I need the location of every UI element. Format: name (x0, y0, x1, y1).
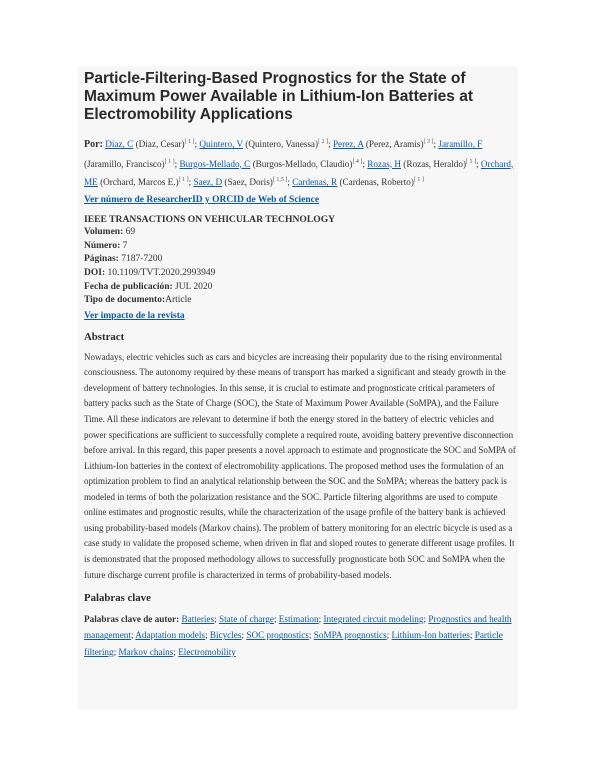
pages-row (84, 253, 516, 267)
pubdate-value: JUL 2020 (175, 281, 213, 292)
doi-value: 10.1109/TVT.2020.2993949 (107, 268, 216, 279)
author-link[interactable]: Jaramillo, F (438, 139, 483, 150)
volume-label: Volumen: (84, 227, 124, 238)
author-affiliation-ref[interactable]: [ 1 ] (413, 177, 424, 184)
author-affiliation-ref[interactable]: [ 1 ] (178, 177, 189, 184)
abstract-heading: Abstract (84, 330, 125, 343)
pubdate-row (84, 281, 516, 295)
doi-row (84, 267, 516, 281)
volume-row (84, 226, 516, 240)
author-link[interactable]: Diaz, C (105, 139, 134, 150)
doctype-value: Article (165, 295, 192, 306)
author-keywords-label: Palabras clave de autor: (84, 614, 180, 625)
keyword-link[interactable]: SOC prognostics (246, 630, 309, 641)
wos-researcher-link[interactable]: Ver número de ResearcherID y ORCID de Web of Science (84, 194, 320, 205)
author-affiliation-ref[interactable]: [ 1 ] (184, 139, 195, 145)
author-keywords: Palabras clave de autor: Batteries; State of charge; Estimation; Integrated circuit modeling; Prognostics and health management; Adaptation models; Bicycles; SOC prognostics; SoMPA prognostics; Lithium-Ion batteries; Particle filtering; Markov chains; Electromobility (84, 614, 512, 657)
pubdate-label: Fecha de publicación: (84, 281, 173, 292)
article-title: Particle-Filtering-Based Prognostics for the State of Maximum Power Available in Lithium-Ion Batteries at Electromobility Applications (84, 70, 474, 123)
author-affiliation-ref[interactable]: [ 1 ] (466, 158, 477, 165)
author-link[interactable]: Quintero, V (199, 139, 243, 150)
author-full-name: (Diaz, Cesar) (135, 139, 185, 150)
author-full-name: (Perez, Aramis) (365, 139, 424, 150)
author-affiliation-ref[interactable]: [ 3 ] (423, 139, 434, 145)
keyword-link[interactable]: Bicycles (209, 630, 242, 641)
keyword-link[interactable]: State of charge (219, 614, 274, 625)
doctype-row (84, 294, 516, 308)
authors-block: Por: Diaz, C (Diaz, Cesar)[ 1 ]; Quintero, V (Quintero, Vanessa)[ 2 ]; Perez, A (Perez, Aramis)[ 3 ]; Jaramillo, F (Jaramillo, Francisco)[ 1 ]; Burgos-Mellado, C (Burgos-Mellado, Claudio)[ 4 ]; Rozas, H (Rozas, Heraldo)[ 1 ]; Orchard, ME (Orchard, Marcos E.)[ 1 ]; Saez, D (Saez, Doris)[ 1,5 ]; Cardenas, R (Cardenas, Roberto)[ 1 ] (84, 139, 514, 188)
author-link[interactable]: Cardenas, R (292, 177, 338, 188)
keyword-link[interactable]: Adaptation models (135, 630, 205, 641)
author-full-name: (Jaramillo, Francisco) (84, 158, 165, 169)
keyword-link[interactable]: Lithium-Ion batteries (391, 630, 470, 641)
journal-impact-link[interactable]: Ver impacto de la revista (84, 310, 185, 321)
issue-label: Número: (84, 240, 121, 251)
por-label: Por: (84, 139, 103, 151)
author-full-name: (Cardenas, Roberto) (339, 177, 414, 188)
doctype-label: Tipo de documento: (84, 295, 166, 306)
author-link[interactable]: Saez, D (193, 177, 223, 188)
author-full-name: (Orchard, Marcos E.) (100, 177, 179, 188)
keyword-link[interactable]: Prognostics and health management (84, 614, 512, 641)
author-full-name: (Rozas, Heraldo) (403, 158, 467, 169)
author-affiliation-ref[interactable]: [ 2 ] (318, 139, 329, 145)
issue-value: 7 (122, 240, 128, 251)
pages-label: Páginas: (84, 254, 119, 265)
author-link[interactable]: Orchard, ME (84, 158, 514, 188)
author-link[interactable]: Burgos-Mellado, C (179, 158, 251, 169)
abstract-text: Nowadays, electric vehicles such as cars and bicycles are increasing their popularity due to the rising environmental consciousness. The autonomy required by these means of transport has marked a significant and steady growth in the development of battery technologies. In this sense, it is crucial to estimate and prognosticate critical parameters of battery packs such as the State of Charge (SOC), the State of Maximum Power Available (SoMPA), and the Failure Time. All these indicators are relevant to determine if both the energy stored in the battery of electric vehicles and power specifications are sufficient to successfully complete a required route, avoiding battery preventive disconnection before arrival. In this regard, this paper presents a novel approach to estimate and prognosticate the SOC and SoMPA of Lithium-Ion batteries in the context of electromobility applications. The proposed method uses the formulation of an optimization problem to find an analytical relationship between the SOC and the SoMPA; whereas the battery pack is modeled in terms of both the polarization resistance and the SOC. Particle filtering algorithms are used to compute online estimates and prognostic results, while the characterization of the usage profile of the battery bank is achieved using probability-based models (Markov chains). The problem of battery monitoring for an electric bicycle is used as a case study to validate the proposed scheme, when driven in flat and sloped routes to generate different usage profiles. It is demonstrated that the proposed methodology allows to successfully prognosticate both SOC and SoMPA when the future discharge current profile is characterized in terms of probability-based models. (84, 351, 516, 580)
author-link[interactable]: Rozas, H (367, 158, 401, 169)
author-affiliation-ref[interactable]: [ 4 ] (352, 158, 363, 165)
record-content (84, 70, 516, 660)
volume-value: 69 (125, 227, 136, 238)
author-affiliation-ref[interactable]: [ 1,5 ] (272, 177, 288, 184)
author-full-name: (Saez, Doris) (224, 177, 273, 188)
author-link[interactable]: Perez, A (332, 139, 364, 150)
source-metadata (84, 213, 516, 308)
keyword-link[interactable]: Batteries (181, 614, 215, 625)
pages-value: 7187-7200 (121, 254, 163, 265)
author-affiliation-ref[interactable]: [ 1 ] (164, 158, 175, 165)
keyword-link[interactable]: Particle filtering (84, 630, 503, 657)
issue-row (84, 240, 516, 254)
keyword-link[interactable]: Integrated circuit modeling (323, 614, 424, 625)
keywords-heading: Palabras clave (84, 592, 151, 605)
keyword-link[interactable]: SoMPA prognostics (313, 630, 387, 641)
keyword-link[interactable]: Estimation (278, 614, 319, 625)
author-full-name: (Burgos-Mellado, Claudio) (252, 158, 353, 169)
keyword-link[interactable]: Markov chains (118, 646, 174, 657)
author-full-name: (Quintero, Vanessa) (245, 139, 319, 150)
doi-label: DOI: (84, 268, 106, 279)
journal-name: IEEE TRANSACTIONS ON VEHICULAR TECHNOLOGY (84, 213, 336, 225)
keyword-link[interactable]: Electromobility (178, 646, 236, 657)
